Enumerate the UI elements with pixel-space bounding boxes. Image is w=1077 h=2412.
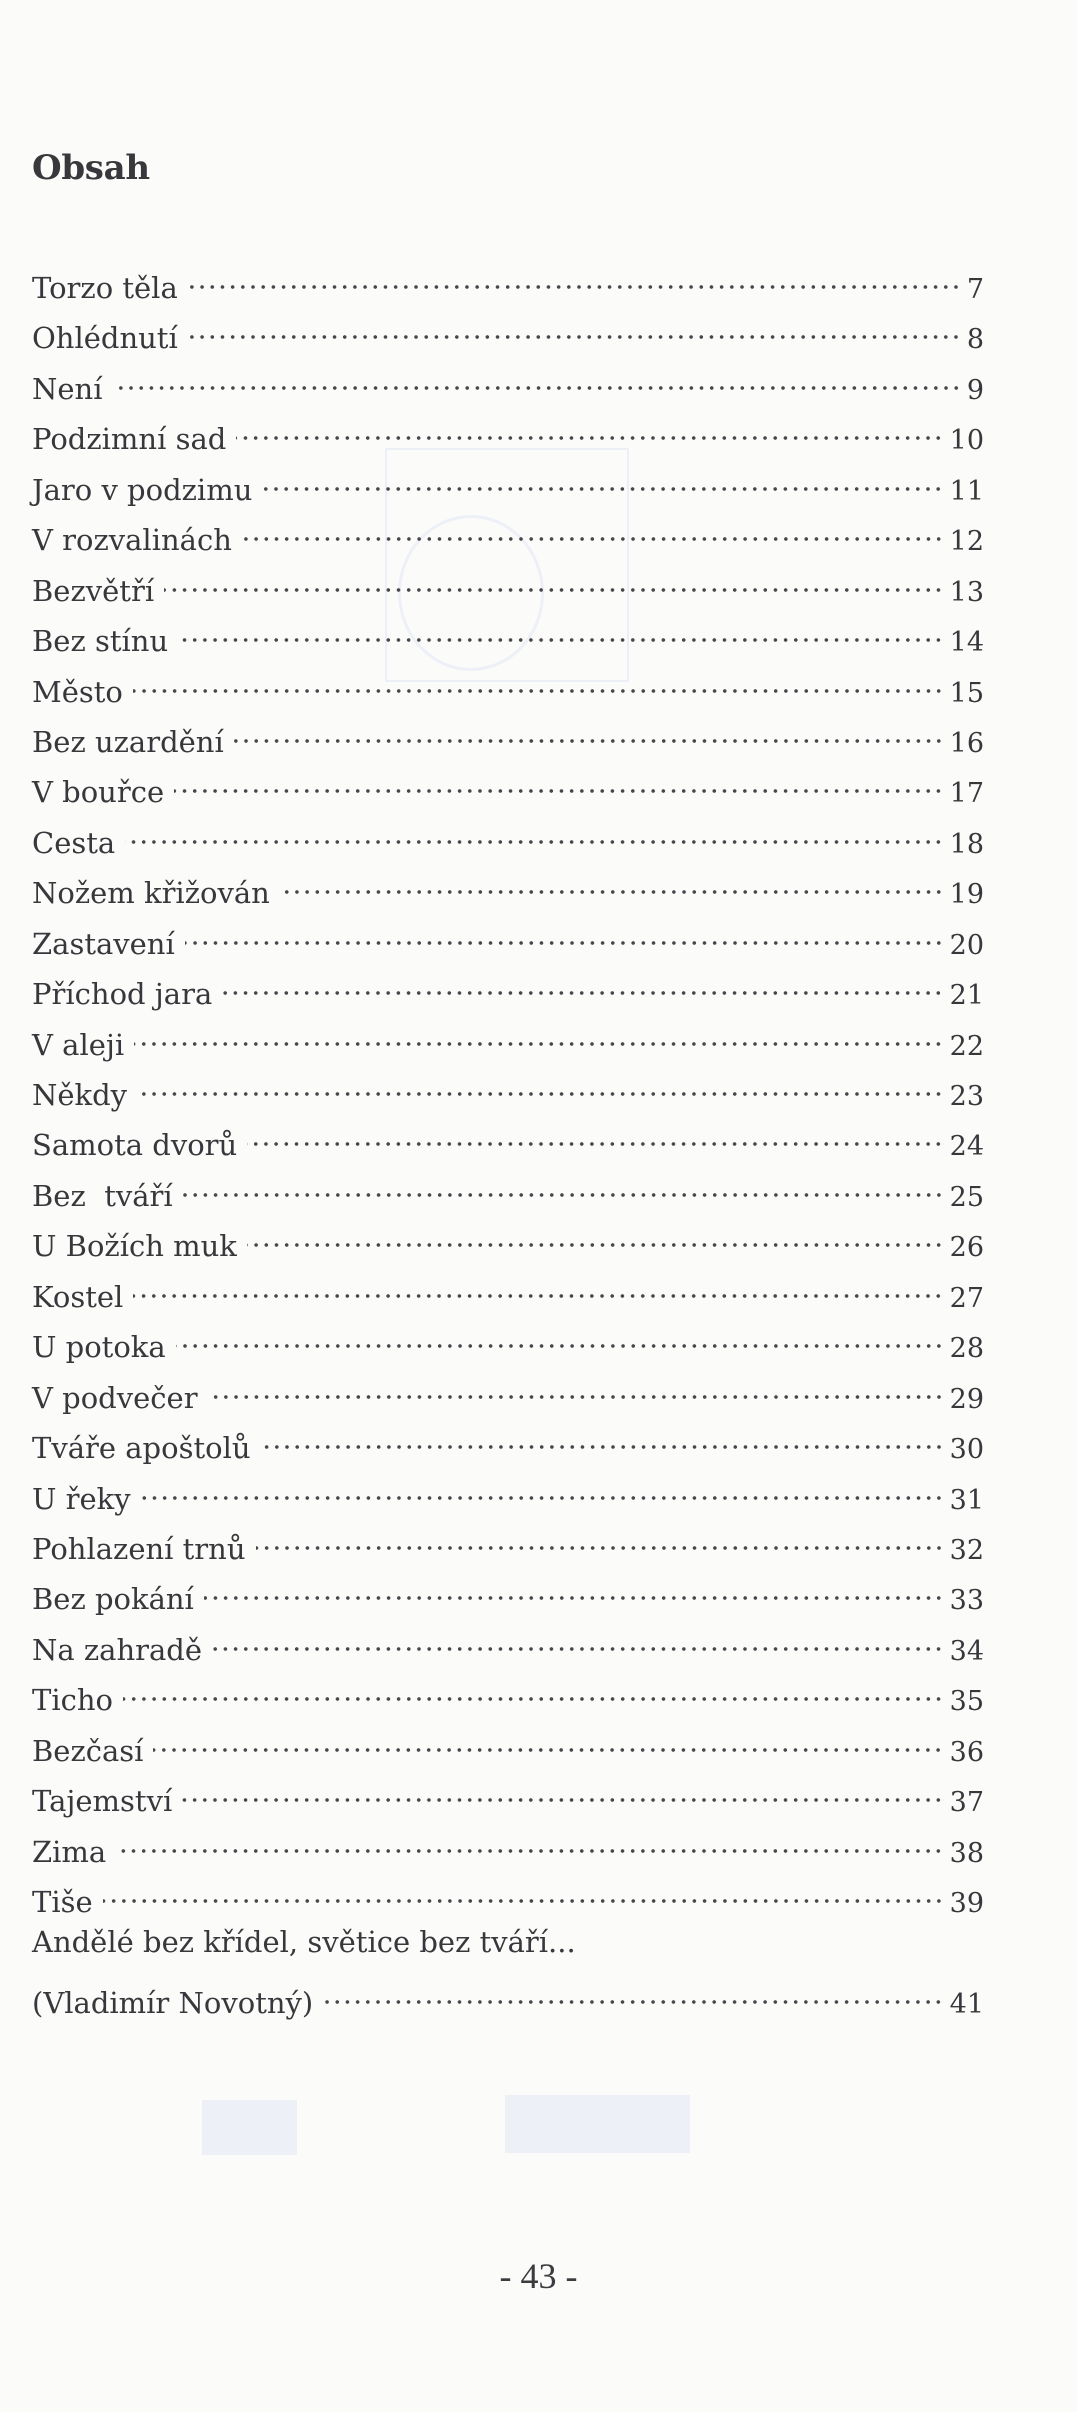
toc-entry-page: 28: [949, 1333, 984, 1365]
toc-entry: [32, 1166, 984, 1216]
toc-entry-page: 9: [966, 374, 984, 406]
toc-entry: [32, 1670, 984, 1720]
afterword-title: Andělé bez křídel, světice bez tváří...: [32, 1925, 576, 1960]
toc-entry-page: 39: [949, 1888, 984, 1919]
toc-entry-page: 36: [949, 1736, 984, 1768]
toc-entry-title: U Božích muk: [32, 1229, 237, 1264]
toc-entry-page: 30: [949, 1434, 984, 1466]
toc-entry: [32, 813, 984, 863]
dot-leader: [141, 1469, 944, 1509]
toc-entry: [32, 1317, 984, 1367]
toc-entry-page: 18: [949, 828, 984, 860]
show-through-logo-left: [202, 2100, 297, 2155]
toc-entry-page: 16: [949, 727, 984, 759]
toc-entry: [32, 914, 984, 964]
dot-leader: [164, 561, 944, 601]
dot-leader: [113, 359, 961, 399]
toc-entry-title: Cesta: [32, 825, 116, 860]
dot-leader: [247, 1216, 944, 1256]
toc-entry-page: 19: [949, 879, 984, 911]
toc-entry: [32, 1015, 984, 1065]
toc-entry: [32, 510, 984, 560]
toc-entry-title: V aleji: [32, 1027, 125, 1062]
toc-entry: [32, 1872, 984, 1922]
toc-entry: [32, 1569, 984, 1619]
toc-entry-page: 20: [949, 929, 984, 961]
toc-entry: [32, 1065, 984, 1115]
toc-entry: [32, 1368, 984, 1418]
toc-entry-title: V podvečer: [32, 1380, 198, 1415]
toc-entry: [32, 1267, 984, 1317]
dot-leader: [103, 1872, 944, 1912]
toc-entry-title: Kostel: [32, 1279, 124, 1314]
toc-entry-page: 34: [949, 1635, 984, 1667]
dot-leader: [125, 813, 943, 853]
toc-entry-title: Nožem křižován: [32, 876, 270, 911]
toc-entry-title: Pohlazení trnů: [32, 1531, 246, 1566]
toc-entry-page: 14: [949, 627, 984, 659]
dot-leader: [123, 1670, 944, 1710]
toc-entry-page: 21: [949, 980, 984, 1012]
dot-leader: [178, 611, 944, 651]
toc-entry: [32, 863, 984, 913]
toc-entry-title: Ticho: [32, 1683, 113, 1718]
page-title: Obsah: [32, 148, 150, 188]
toc-entry: [32, 712, 984, 762]
afterword-author: (Vladimír Novotný): [32, 1985, 314, 2020]
dot-leader: [261, 1418, 944, 1458]
dot-leader: [133, 662, 944, 702]
toc-entry-page: 12: [949, 526, 984, 558]
toc-entry: [32, 359, 984, 409]
toc-entry: [32, 1115, 984, 1165]
toc-entry-title: V bouřce: [32, 775, 165, 810]
dot-leader: [134, 1015, 943, 1055]
toc-entry-title: Tiše: [32, 1885, 93, 1919]
toc-entry-title: Jaro v podzimu: [32, 472, 253, 507]
toc-entry-title: Bezčasí: [32, 1733, 144, 1768]
toc-entry-page: 8: [966, 324, 984, 356]
toc-entry-title: Zastavení: [32, 926, 175, 961]
toc-entry-title: Podzimní sad: [32, 422, 227, 457]
toc-entry-title: U řeky: [32, 1481, 131, 1516]
toc-entry-page: 15: [949, 677, 984, 709]
toc-entry-title: Bez uzardění: [32, 724, 224, 759]
toc-entry: [32, 1771, 984, 1821]
dot-leader: [242, 510, 944, 550]
toc-entry-title: Příchod jara: [32, 977, 213, 1012]
toc-entry-title: Samota dvorů: [32, 1128, 238, 1163]
toc-entry: [32, 460, 984, 510]
toc-entry-page: 26: [949, 1232, 984, 1264]
toc-entry-page: 32: [949, 1534, 984, 1566]
dot-leader: [280, 863, 944, 903]
toc-entry: [32, 662, 984, 712]
toc-entry-page: 23: [949, 1081, 984, 1112]
toc-entry: [32, 611, 984, 661]
dot-leader: [256, 1519, 944, 1559]
toc-entry: [32, 1216, 984, 1266]
toc-entry-title: Není: [32, 371, 103, 406]
toc-entry-page: 17: [949, 778, 984, 810]
toc-entry: [32, 1620, 984, 1670]
dot-leader: [208, 1368, 944, 1408]
dot-leader: [188, 308, 961, 348]
toc-entry-title: Bez stínu: [32, 624, 169, 659]
dot-leader: [183, 1166, 944, 1206]
toc-entry-title: Zima: [32, 1834, 107, 1869]
toc-entry-title: Někdy: [32, 1078, 128, 1112]
dot-leader: [176, 1317, 944, 1357]
toc-afterword-line1: [32, 1922, 984, 1972]
toc-entry: [32, 308, 984, 358]
dot-leader: [153, 1721, 943, 1761]
toc-entry-title: V rozvalinách: [32, 523, 232, 558]
dot-leader: [236, 409, 943, 449]
toc-entry-page: 24: [949, 1131, 984, 1163]
dot-leader: [222, 964, 943, 1004]
toc-entry-page: 7: [966, 274, 984, 305]
toc-entry-title: Město: [32, 674, 123, 709]
afterword-page: 41: [949, 1988, 984, 2020]
dot-leader: [234, 712, 944, 752]
toc-entry-title: Tajemství: [32, 1784, 173, 1819]
table-of-contents: [32, 258, 984, 2023]
dot-leader: [323, 1973, 943, 2013]
toc-entry-page: 37: [949, 1787, 984, 1819]
toc-entry-page: 38: [949, 1837, 984, 1869]
toc-entry-page: 13: [949, 576, 984, 608]
toc-entry: [32, 258, 984, 308]
toc-entry: [32, 561, 984, 611]
dot-leader: [247, 1115, 943, 1155]
toc-entry-page: 27: [949, 1282, 984, 1314]
toc-entry: [32, 409, 984, 459]
toc-entry-page: 22: [949, 1030, 984, 1062]
toc-entry-title: Torzo těla: [32, 271, 178, 305]
toc-entry: [32, 762, 984, 812]
dot-leader: [212, 1620, 944, 1660]
toc-entry: [32, 1822, 984, 1872]
dot-leader: [133, 1267, 943, 1307]
toc-entry: [32, 964, 984, 1014]
toc-entry-title: Bez pokání: [32, 1582, 194, 1617]
toc-entry-title: Bez tváří: [32, 1178, 173, 1213]
toc-entry-page: 33: [949, 1585, 984, 1617]
dot-leader: [174, 762, 944, 802]
toc-entry: [32, 1469, 984, 1519]
toc-entry-page: 29: [949, 1383, 984, 1415]
toc-entry-title: U potoka: [32, 1330, 166, 1365]
toc-entry-page: 25: [949, 1181, 984, 1213]
toc-entry-page: 11: [949, 475, 984, 507]
dot-leader: [182, 1771, 943, 1811]
show-through-logo-right: [505, 2095, 690, 2153]
dot-leader: [204, 1569, 944, 1609]
dot-leader: [185, 914, 944, 954]
toc-entry-page: 35: [949, 1686, 984, 1718]
toc-entry-page: 10: [949, 425, 984, 457]
toc-afterword-line2: [32, 1973, 984, 2023]
page-number: - 43 -: [499, 2256, 578, 2296]
toc-entry-page: 31: [949, 1484, 984, 1516]
dot-leader: [116, 1822, 943, 1862]
toc-entry: [32, 1519, 984, 1569]
toc-entry-title: Na zahradě: [32, 1632, 203, 1667]
toc-entry-title: Ohlédnutí: [32, 321, 178, 356]
toc-entry-title: Tváře apoštolů: [32, 1431, 251, 1466]
toc-entry: [32, 1721, 984, 1771]
toc-entry-title: Bezvětří: [32, 573, 155, 608]
dot-leader: [262, 460, 943, 500]
dot-leader: [188, 258, 961, 298]
dot-leader: [137, 1065, 944, 1105]
toc-entry: [32, 1418, 984, 1468]
